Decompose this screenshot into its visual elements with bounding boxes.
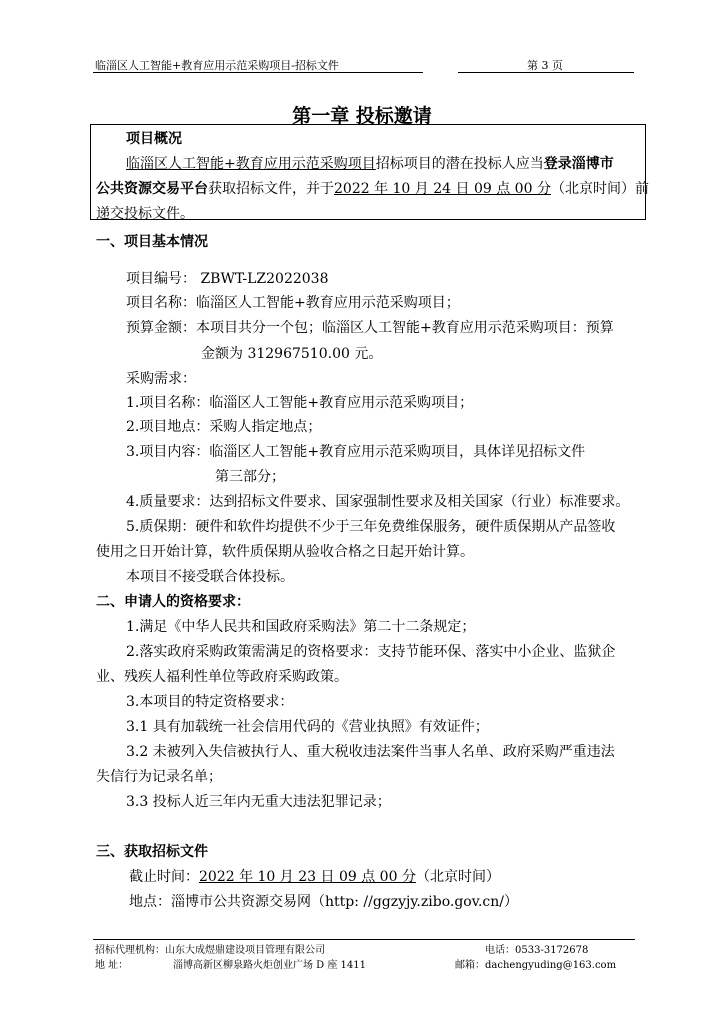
requirement-1: 1.项目名称：临淄区人工智能+教育应用示范采购项目；: [126, 395, 474, 411]
project-name-link: 临淄区人工智能+教育应用示范采购项目: [126, 156, 376, 172]
platform-name: 公共资源交易平台: [96, 181, 208, 197]
acquire-place: 地点：淄博市公共资源交易网（http: //ggzyjy.zibo.gov.cn/）: [129, 894, 518, 910]
overview-line-1: [126, 153, 614, 173]
header-doc-title: 临淄区人工智能+教育应用示范采购项目-招标文件: [95, 59, 339, 72]
overview-line-3: 递交投标文件。: [96, 206, 194, 222]
qualification-2-line-2: 业、残疾人福利性单位等政府采购政策。: [96, 669, 348, 685]
deadline-label: 截止时间：: [129, 869, 199, 885]
qualification-3-2-line-2: 失信行为记录名单；: [96, 769, 222, 785]
overview-text: （北京时间）前: [550, 181, 649, 197]
overview-heading: 项目概况: [126, 131, 182, 147]
overview-line-2: [96, 178, 649, 198]
chapter-title: 第一章 投标邀请: [292, 105, 432, 127]
budget-line-1: 预算金额：本项目共分一个包；临淄区人工智能+教育应用示范采购项目：预算: [126, 320, 614, 336]
overview-text: 获取招标文件，并于: [208, 181, 334, 197]
overview-text: 招标项目的潜在投标人应当: [375, 156, 544, 172]
project-number: 项目编号： ZBWT-LZ2022038: [126, 271, 329, 287]
footer-phone: 电话：0533-3172678: [485, 945, 589, 956]
footer-email: 邮箱：dachengyuding@163.com: [455, 960, 617, 971]
qualification-3-3: 3.3 投标人近三年内无重大违法犯罪记录；: [126, 794, 391, 810]
qualification-3: 3.本项目的特定资格要求：: [126, 694, 294, 710]
header-rule-right: [458, 72, 634, 73]
project-name: 项目名称：临淄区人工智能+教育应用示范采购项目；: [126, 295, 460, 311]
qualification-1: 1.满足《中华人民共和国政府采购法》第二十二条规定；: [126, 619, 476, 635]
no-joint-bid: 本项目不接受联合体投标。: [126, 569, 294, 585]
section1-heading: 一、项目基本情况: [96, 234, 208, 250]
overview-bold-text: 登录淄博市: [543, 156, 614, 172]
header-rule-left: [93, 72, 423, 73]
requirement-3-line-2: 第三部分；: [215, 469, 285, 485]
acquire-deadline: [129, 866, 500, 886]
requirement-5-line-2: 使用之日开始计算，软件质保期从验收合格之日起开始计算。: [96, 544, 474, 560]
section3-heading: 三、获取招标文件: [96, 844, 208, 860]
budget-line-2: 金额为 312967510.00 元。: [201, 346, 383, 362]
requirement-heading: 采购需求：: [126, 371, 196, 387]
requirement-4: 4.质量要求：达到招标文件要求、国家强制性要求及相关国家（行业）标准要求。: [126, 494, 630, 510]
section2-heading: 二、申请人的资格要求：: [96, 594, 250, 610]
requirement-3-line-1: 3.项目内容：临淄区人工智能+教育应用示范采购项目，具体详见招标文件: [126, 444, 586, 460]
footer-agency: 招标代理机构：山东大成煜鼎建设项目管理有限公司: [95, 945, 325, 956]
qualification-2-line-1: 2.落实政府采购政策需满足的资格要求：支持节能环保、落实中小企业、监狱企: [126, 644, 616, 660]
footer-address-label: 地 址：: [95, 960, 129, 971]
footer-rule: [93, 939, 635, 940]
deadline-value: 2022 年 10 月 23 日 09 点 00 分: [199, 869, 416, 885]
requirement-2: 2.项目地点：采购人指定地点；: [126, 419, 322, 435]
header-page-label: 第 3 页: [527, 59, 563, 72]
deadline-datetime: 2022 年 10 月 24 日 09 点 00 分: [334, 181, 551, 197]
qualification-3-1: 3.1 具有加载统一社会信用代码的《营业执照》有效证件；: [126, 719, 489, 735]
footer-address: 淄博高新区柳泉路火炬创业广场 D 座 1411: [173, 960, 367, 971]
requirement-5-line-1: 5.质保期：硬件和软件均提供不少于三年免费维保服务，硬件质保期从产品签收: [126, 519, 616, 535]
qualification-3-2-line-1: 3.2 未被列入失信被执行人、重大税收违法案件当事人名单、政府采购严重违法: [126, 744, 615, 760]
deadline-suffix: （北京时间）: [415, 869, 500, 885]
